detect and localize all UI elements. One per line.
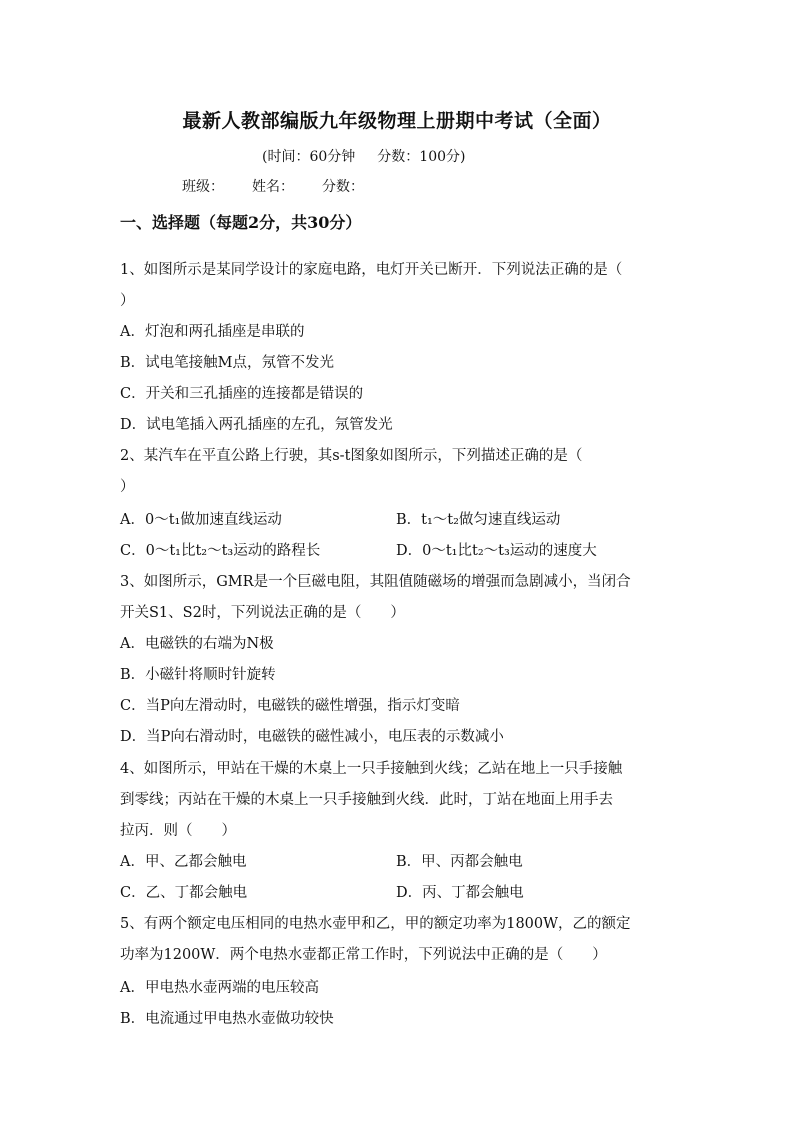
q1-option-a: A．灯泡和两孔插座是串联的 — [120, 324, 305, 340]
q4-option-d: D．丙、丁都会触电 — [396, 885, 524, 901]
q3-option-a: A．电磁铁的右端为N极 — [120, 636, 274, 652]
q2-stem-line1: 2、某汽车在平直公路上行驶，其s-t图象如图所示，下列描述正确的是（ — [120, 448, 583, 464]
q1-stem-line1: 1、如图所示是某同学设计的家庭电路，电灯开关已断开．下列说法正确的是（ — [120, 262, 623, 278]
q2-stem-line2: ） — [120, 479, 135, 495]
q5-option-a: A．甲电热水壶两端的电压较高 — [120, 980, 319, 996]
student-fields — [182, 176, 392, 196]
q3-option-d: D．当P向右滑动时，电磁铁的磁性减小，电压表的示数减小 — [120, 729, 504, 745]
q1-stem-line2: ） — [120, 293, 135, 309]
q2-option-d: D．0～t₁比t₂～t₃运动的速度大 — [396, 543, 597, 559]
q4-stem-line3: 拉丙．则（ ） — [120, 823, 236, 839]
q2-option-a: A．0～t₁做加速直线运动 — [120, 512, 282, 528]
q5-option-b: B．电流通过甲电热水壶做功较快 — [120, 1011, 334, 1027]
exam-time: (时间：60分钟 — [262, 149, 356, 165]
name-field-label: 姓名： — [252, 179, 294, 195]
q3-stem-line1: 3、如图所示，GMR是一个巨磁电阻，其阻值随磁场的增强而急剧减小，当闭合 — [120, 574, 631, 590]
q2-option-c: C．0～t₁比t₂～t₃运动的路程长 — [120, 543, 321, 559]
section-heading: 一、选择题（每题2分，共30分） — [120, 213, 362, 232]
q4-stem-line1: 4、如图所示，甲站在干燥的木桌上一只手接触到火线；乙站在地上一只手接触 — [120, 761, 623, 777]
q5-stem-line2: 功率为1200W．两个电热水壶都正常工作时，下列说法中正确的是（ ） — [120, 947, 607, 963]
q3-stem-line2: 开关S1、S2时，下列说法正确的是（ ） — [120, 605, 405, 621]
exam-score: 分数：100分) — [377, 149, 466, 165]
score-field-label: 分数： — [322, 179, 364, 195]
q1-option-b: B．试电笔接触M点，氖管不发光 — [120, 355, 335, 371]
q3-option-b: B．小磁针将顺时针旋转 — [120, 667, 276, 683]
q4-option-c: C．乙、丁都会触电 — [120, 885, 248, 901]
class-field-label: 班级： — [182, 179, 224, 195]
page-title: 最新人教部编版九年级物理上册期中考试（全面） — [182, 110, 612, 132]
q4-stem-line2: 到零线；丙站在干燥的木桌上一只手接触到火线．此时，丁站在地面上用手去 — [120, 792, 613, 808]
q2-option-b: B．t₁～t₂做匀速直线运动 — [396, 512, 561, 528]
q5-stem-line1: 5、有两个额定电压相同的电热水壶甲和乙，甲的额定功率为1800W，乙的额定 — [120, 916, 631, 932]
exam-info — [262, 146, 487, 166]
q1-option-d: D．试电笔插入两孔插座的左孔，氖管发光 — [120, 417, 393, 433]
q4-option-b: B．甲、丙都会触电 — [396, 854, 523, 870]
q1-option-c: C．开关和三孔插座的连接都是错误的 — [120, 386, 364, 402]
q4-option-a: A．甲、乙都会触电 — [120, 854, 247, 870]
q3-option-c: C．当P向左滑动时，电磁铁的磁性增强，指示灯变暗 — [120, 698, 460, 714]
